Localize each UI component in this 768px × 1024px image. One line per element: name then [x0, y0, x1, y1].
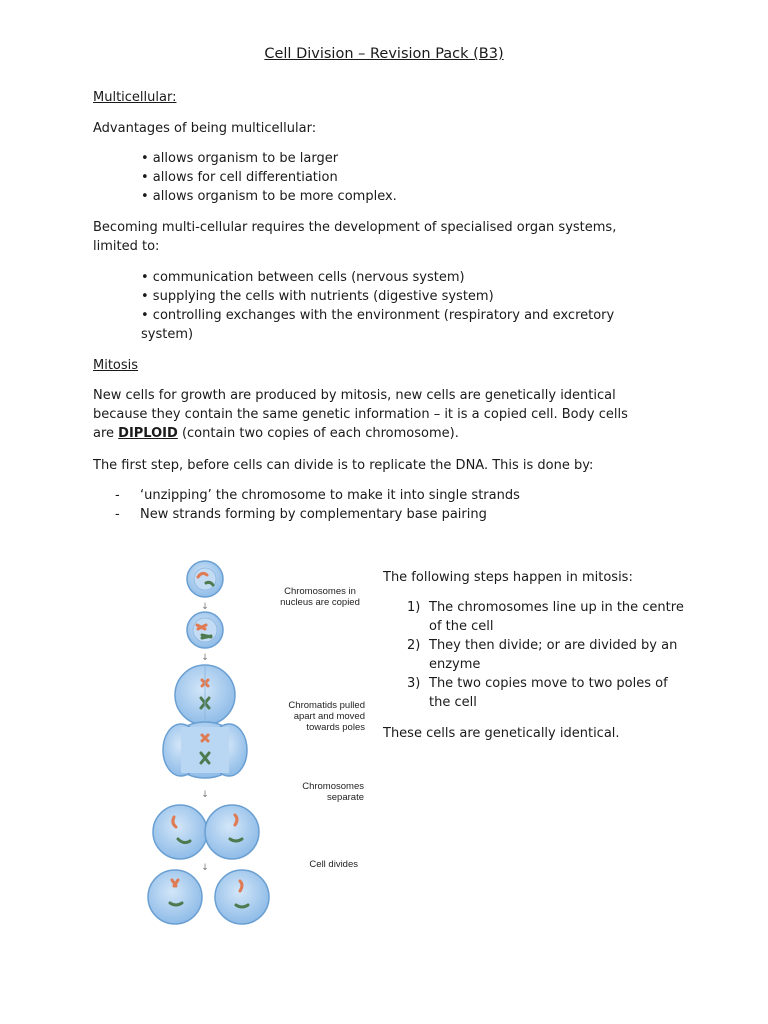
mitosis-diagram	[140, 555, 375, 930]
steps-intro: The following steps happen in mitosis:	[383, 570, 633, 585]
list-item: • allows organism to be larger	[141, 151, 339, 166]
list-item-text: New strands forming by complementary base pairing	[140, 507, 487, 522]
label-divides: Cell divides	[309, 859, 358, 870]
requirement-text-line1: Becoming multi-cellular requires the development of specialised organ systems,	[93, 220, 617, 235]
diploid-term: DIPLOID	[118, 426, 178, 441]
arrow-down-icon: ↓	[201, 863, 209, 873]
step-text-line2: the cell	[429, 695, 477, 710]
step-number: 2)	[407, 638, 421, 653]
dash-marker: -	[115, 488, 120, 503]
cell-stage-3	[175, 665, 235, 725]
label-pulled-apart	[280, 700, 365, 733]
mitosis-steps-list	[407, 598, 727, 718]
list-item	[407, 674, 727, 712]
step-text-line1: They then divide; or are divided by an	[429, 638, 678, 653]
label-text: Chromatids pulled	[288, 700, 365, 711]
label-text: apart and moved	[293, 711, 365, 722]
advantages-intro: Advantages of being multicellular:	[93, 121, 317, 136]
label-copied	[280, 586, 360, 608]
arrow-down-icon: ↓	[201, 790, 209, 800]
mitosis-paragraph-line2: because they contain the same genetic information – it is a copied cell. Body cells	[93, 407, 628, 422]
cell-stage-2	[187, 612, 223, 648]
step-text-line2: of the cell	[429, 619, 494, 634]
list-item: • controlling exchanges with the environment (respiratory and excretory	[141, 308, 615, 323]
label-separate	[285, 781, 364, 803]
step-text-line2: enzyme	[429, 657, 481, 672]
replication-intro: The first step, before cells can divide is to replicate the DNA. This is done by:	[93, 458, 594, 473]
page-title: Cell Division – Revision Pack (B3)	[264, 46, 504, 62]
label-text: Chromosomes in	[284, 586, 356, 597]
advantages-list	[141, 149, 397, 206]
label-text: separate	[327, 792, 364, 803]
systems-list	[141, 268, 614, 344]
requirement-text-line2: limited to:	[93, 239, 160, 254]
list-item-text: ‘unzipping’ the chromosome to make it into single strands	[140, 488, 520, 503]
paragraph-text: (contain two copies of each chromosome).	[177, 426, 459, 441]
step-text-line1: The chromosomes line up in the centre	[429, 600, 684, 615]
list-item: • allows organism to be more complex.	[141, 189, 397, 204]
dash-marker: -	[115, 507, 120, 522]
list-item	[407, 598, 727, 636]
step-number: 3)	[407, 676, 421, 691]
mitosis-heading: Mitosis	[93, 358, 139, 373]
list-item: • supplying the cells with nutrients (digestive system)	[141, 289, 494, 304]
arrow-down-icon: ↓	[201, 653, 209, 663]
arrow-down-icon: ↓	[201, 602, 209, 612]
mitosis-diagram-svg	[140, 555, 375, 930]
list-item: • communication between cells (nervous system)	[141, 270, 465, 285]
paragraph-text: are	[93, 426, 119, 441]
list-item	[407, 636, 727, 674]
cell-stage-6	[148, 870, 269, 924]
list-item: • allows for cell differentiation	[141, 170, 338, 185]
label-text: nucleus are copied	[280, 597, 360, 608]
label-text: towards poles	[306, 722, 365, 733]
list-item	[115, 505, 535, 524]
cell-stage-4	[163, 722, 247, 778]
cell-stage-5	[153, 805, 259, 859]
list-item: system)	[141, 327, 194, 342]
step-number: 1)	[407, 600, 421, 615]
cell-stage-1	[187, 561, 223, 597]
conclusion-text: These cells are genetically identical.	[383, 726, 620, 741]
step-text-line1: The two copies move to two poles of	[429, 676, 668, 691]
multicellular-heading: Multicellular:	[93, 90, 177, 105]
list-item	[115, 486, 535, 505]
mitosis-paragraph-line1: New cells for growth are produced by mitosis, new cells are genetically identical	[93, 388, 616, 403]
mitosis-paragraph-line3	[93, 424, 459, 443]
label-text: Chromosomes	[302, 781, 364, 792]
